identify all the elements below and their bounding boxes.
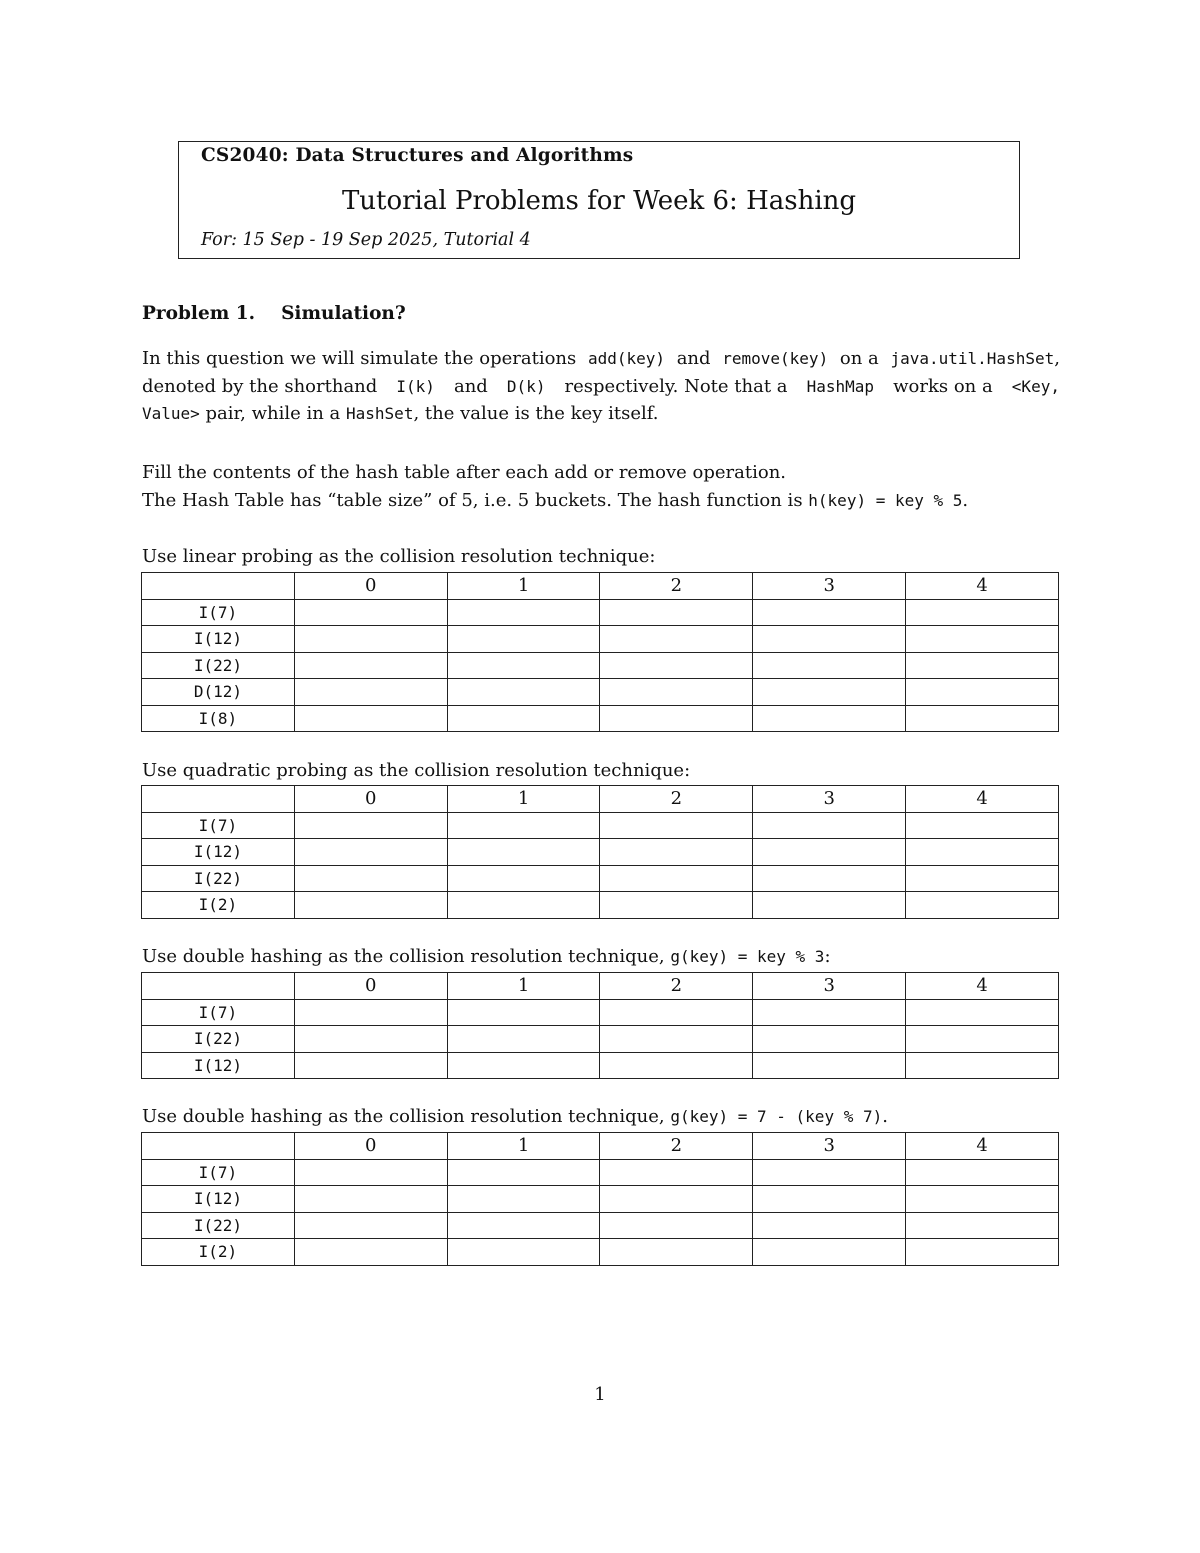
bucket-cell[interactable] [753, 679, 906, 706]
bucket-header-1: 1 [447, 1133, 600, 1160]
problem-label: Problem 1. [142, 303, 256, 324]
text-span: respectively. Note that a [564, 375, 788, 397]
table-row [142, 1159, 1059, 1186]
bucket-header-2: 2 [600, 1133, 753, 1160]
bucket-cell[interactable] [753, 626, 906, 653]
page-number: 1 [594, 1384, 606, 1405]
bucket-cell[interactable] [753, 1159, 906, 1186]
bucket-cell[interactable] [294, 1052, 447, 1079]
bucket-cell[interactable] [906, 652, 1059, 679]
code-add: add(key) [587, 349, 665, 368]
bucket-cell[interactable] [447, 705, 600, 732]
header-row [142, 1133, 1059, 1160]
bucket-cell[interactable] [600, 599, 753, 626]
operation-label: I(22) [142, 865, 295, 892]
bucket-cell[interactable] [600, 626, 753, 653]
bucket-cell[interactable] [600, 679, 753, 706]
linear-probing-caption [142, 546, 655, 567]
bucket-cell[interactable] [906, 812, 1059, 839]
bucket-header-0: 0 [294, 786, 447, 813]
bucket-cell[interactable] [906, 1159, 1059, 1186]
bucket-cell[interactable] [753, 652, 906, 679]
double-hashing-mod7-caption [142, 1106, 888, 1127]
table-row [142, 1052, 1059, 1079]
bucket-cell[interactable] [600, 1239, 753, 1266]
problem-name: Simulation? [281, 303, 406, 324]
bucket-cell[interactable] [600, 1186, 753, 1213]
operation-label: I(12) [142, 1052, 295, 1079]
bucket-header-4: 4 [906, 973, 1059, 1000]
operation-label: I(22) [142, 1026, 295, 1053]
bucket-cell[interactable] [447, 812, 600, 839]
bucket-cell[interactable] [447, 1159, 600, 1186]
bucket-cell[interactable] [906, 839, 1059, 866]
operation-label: I(2) [142, 892, 295, 919]
double-hashing-mod3-table [141, 972, 1059, 1079]
intro-line-3 [142, 400, 1060, 428]
table-row [142, 1239, 1059, 1266]
quadratic-probing-table [141, 785, 1059, 919]
caption-formula: g(key) = key % 3 [670, 947, 825, 966]
bucket-cell[interactable] [753, 839, 906, 866]
code-delete: D(k) [506, 376, 546, 396]
operation-label: D(12) [142, 679, 295, 706]
bucket-header-3: 3 [753, 573, 906, 600]
bucket-header-1: 1 [447, 786, 600, 813]
bucket-cell[interactable] [294, 679, 447, 706]
header-row [142, 973, 1059, 1000]
table-row [142, 839, 1059, 866]
bucket-cell[interactable] [447, 865, 600, 892]
caption-text: Use linear probing as the collision resolution technique: [142, 546, 656, 567]
text-span: and [676, 348, 711, 369]
bucket-cell[interactable] [753, 812, 906, 839]
code-hash-fn: h(key) = key % 5 [808, 490, 963, 510]
bucket-cell[interactable] [447, 1212, 600, 1239]
tutorial-title: Tutorial Problems for Week 6: Hashing [341, 186, 857, 216]
bucket-cell[interactable] [294, 705, 447, 732]
bucket-cell[interactable] [600, 1212, 753, 1239]
bucket-cell[interactable] [294, 812, 447, 839]
double-hashing-mod7-table [141, 1132, 1059, 1266]
corner-cell [142, 573, 295, 600]
code-value: Value> [142, 404, 200, 423]
bucket-cell[interactable] [906, 1026, 1059, 1053]
bucket-cell[interactable] [600, 1159, 753, 1186]
table-row [142, 1186, 1059, 1213]
text-span: , [1054, 348, 1060, 369]
bucket-cell[interactable] [906, 892, 1059, 919]
bucket-header-0: 0 [294, 1133, 447, 1160]
bucket-cell[interactable] [600, 865, 753, 892]
bucket-cell[interactable] [447, 892, 600, 919]
bucket-cell[interactable] [600, 999, 753, 1026]
text-span: The Hash Table has “table size” of 5, i.e. 5 buckets. The hash function is [142, 489, 809, 511]
linear-probing-table [141, 572, 1059, 732]
bucket-cell[interactable] [294, 839, 447, 866]
bucket-header-4: 4 [906, 573, 1059, 600]
bucket-cell[interactable] [294, 1239, 447, 1266]
tutorial-meta: For: 15 Sep - 19 Sep 2025, Tutorial 4 [201, 230, 531, 250]
bucket-header-3: 3 [753, 973, 906, 1000]
table-row [142, 652, 1059, 679]
hash-instruction [142, 487, 1060, 515]
header-row [142, 786, 1059, 813]
bucket-header-1: 1 [447, 973, 600, 1000]
corner-cell [142, 973, 295, 1000]
instructions-paragraph [142, 459, 1060, 514]
bucket-cell[interactable] [753, 892, 906, 919]
table-row [142, 599, 1059, 626]
text-span: denoted by the shorthand [142, 375, 378, 397]
bucket-cell[interactable] [600, 1052, 753, 1079]
bucket-cell[interactable] [906, 865, 1059, 892]
bucket-cell[interactable] [600, 705, 753, 732]
bucket-cell[interactable] [600, 839, 753, 866]
bucket-cell[interactable] [294, 626, 447, 653]
bucket-cell[interactable] [906, 705, 1059, 732]
operation-label: I(8) [142, 705, 295, 732]
bucket-cell[interactable] [447, 1239, 600, 1266]
intro-paragraph [142, 345, 1060, 428]
intro-line-1 [142, 345, 1060, 373]
bucket-cell[interactable] [294, 1212, 447, 1239]
bucket-header-3: 3 [753, 786, 906, 813]
bucket-cell[interactable] [447, 1052, 600, 1079]
intro-line-2 [142, 373, 1060, 401]
code-hashset-2: HashSet [346, 404, 414, 423]
bucket-cell[interactable] [294, 1026, 447, 1053]
operation-label: I(22) [142, 1212, 295, 1239]
code-hashmap: HashMap [806, 376, 875, 396]
double-hashing-mod3-caption [142, 946, 831, 967]
bucket-header-4: 4 [906, 786, 1059, 813]
course-title: CS2040: Data Structures and Algorithms [201, 145, 634, 166]
text-span: . [962, 489, 969, 511]
bucket-cell[interactable] [753, 1026, 906, 1053]
bucket-cell[interactable] [906, 1212, 1059, 1239]
bucket-header-1: 1 [447, 573, 600, 600]
bucket-cell[interactable] [906, 1239, 1059, 1266]
code-key: <Key, [1011, 376, 1060, 396]
quadratic-probing-caption [142, 760, 690, 781]
operation-label: I(22) [142, 652, 295, 679]
table-row [142, 679, 1059, 706]
caption-formula: g(key) = 7 - (key % 7) [670, 1107, 883, 1126]
text-span: on a [839, 348, 879, 369]
caption-text: Use double hashing as the collision resolution technique, [142, 946, 671, 967]
bucket-cell[interactable] [294, 999, 447, 1026]
text-span: pair, while in a [199, 403, 347, 424]
bucket-cell[interactable] [753, 1239, 906, 1266]
caption-text: : [824, 946, 831, 967]
bucket-cell[interactable] [753, 599, 906, 626]
operation-label: I(12) [142, 839, 295, 866]
bucket-cell[interactable] [447, 839, 600, 866]
bucket-cell[interactable] [600, 892, 753, 919]
text-span: In this question we will simulate the operations [142, 348, 577, 369]
bucket-cell[interactable] [447, 652, 600, 679]
bucket-cell[interactable] [294, 1159, 447, 1186]
bucket-header-3: 3 [753, 1133, 906, 1160]
bucket-header-0: 0 [294, 573, 447, 600]
bucket-header-0: 0 [294, 973, 447, 1000]
operation-label: I(2) [142, 1239, 295, 1266]
bucket-cell[interactable] [294, 1186, 447, 1213]
bucket-header-2: 2 [600, 573, 753, 600]
bucket-cell[interactable] [294, 599, 447, 626]
table-row [142, 812, 1059, 839]
bucket-cell[interactable] [753, 705, 906, 732]
operation-label: I(7) [142, 1159, 295, 1186]
operation-label: I(12) [142, 1186, 295, 1213]
table-row [142, 892, 1059, 919]
bucket-cell[interactable] [447, 599, 600, 626]
operation-label: I(7) [142, 999, 295, 1026]
code-hashset: java.util.HashSet [890, 349, 1055, 368]
problem-heading [142, 303, 406, 324]
table-row [142, 1212, 1059, 1239]
table-row [142, 626, 1059, 653]
table-row [142, 1026, 1059, 1053]
bucket-cell[interactable] [906, 999, 1059, 1026]
header-box [178, 141, 1020, 259]
caption-text: Use double hashing as the collision resolution technique, [142, 1106, 671, 1127]
table-row [142, 865, 1059, 892]
operation-label: I(7) [142, 599, 295, 626]
bucket-cell[interactable] [753, 999, 906, 1026]
bucket-cell[interactable] [906, 599, 1059, 626]
text-span: , the value is the key itself. [413, 403, 659, 424]
text-span: and [453, 375, 488, 397]
caption-text: Use quadratic probing as the collision resolution technique: [142, 760, 691, 781]
caption-text: . [882, 1106, 888, 1127]
bucket-header-2: 2 [600, 786, 753, 813]
bucket-cell[interactable] [906, 1052, 1059, 1079]
bucket-cell[interactable] [600, 652, 753, 679]
bucket-cell[interactable] [906, 679, 1059, 706]
table-row [142, 705, 1059, 732]
operation-label: I(7) [142, 812, 295, 839]
bucket-cell[interactable] [294, 892, 447, 919]
code-insert: I(k) [396, 376, 435, 396]
bucket-cell[interactable] [447, 679, 600, 706]
corner-cell [142, 786, 295, 813]
bucket-cell[interactable] [600, 1026, 753, 1053]
bucket-cell[interactable] [447, 1026, 600, 1053]
bucket-cell[interactable] [753, 1052, 906, 1079]
code-remove: remove(key) [722, 349, 829, 368]
text-span: works on a [893, 375, 993, 397]
bucket-header-2: 2 [600, 973, 753, 1000]
bucket-cell[interactable] [753, 1212, 906, 1239]
corner-cell [142, 1133, 295, 1160]
table-row [142, 999, 1059, 1026]
bucket-cell[interactable] [906, 626, 1059, 653]
bucket-header-4: 4 [906, 1133, 1059, 1160]
fill-instruction: Fill the contents of the hash table after each add or remove operation. [142, 462, 787, 483]
header-row [142, 573, 1059, 600]
bucket-cell[interactable] [294, 865, 447, 892]
bucket-cell[interactable] [753, 865, 906, 892]
operation-label: I(12) [142, 626, 295, 653]
bucket-cell[interactable] [753, 1186, 906, 1213]
bucket-cell[interactable] [600, 812, 753, 839]
bucket-cell[interactable] [906, 1186, 1059, 1213]
bucket-cell[interactable] [294, 652, 447, 679]
bucket-cell[interactable] [447, 1186, 600, 1213]
bucket-cell[interactable] [447, 999, 600, 1026]
bucket-cell[interactable] [447, 626, 600, 653]
